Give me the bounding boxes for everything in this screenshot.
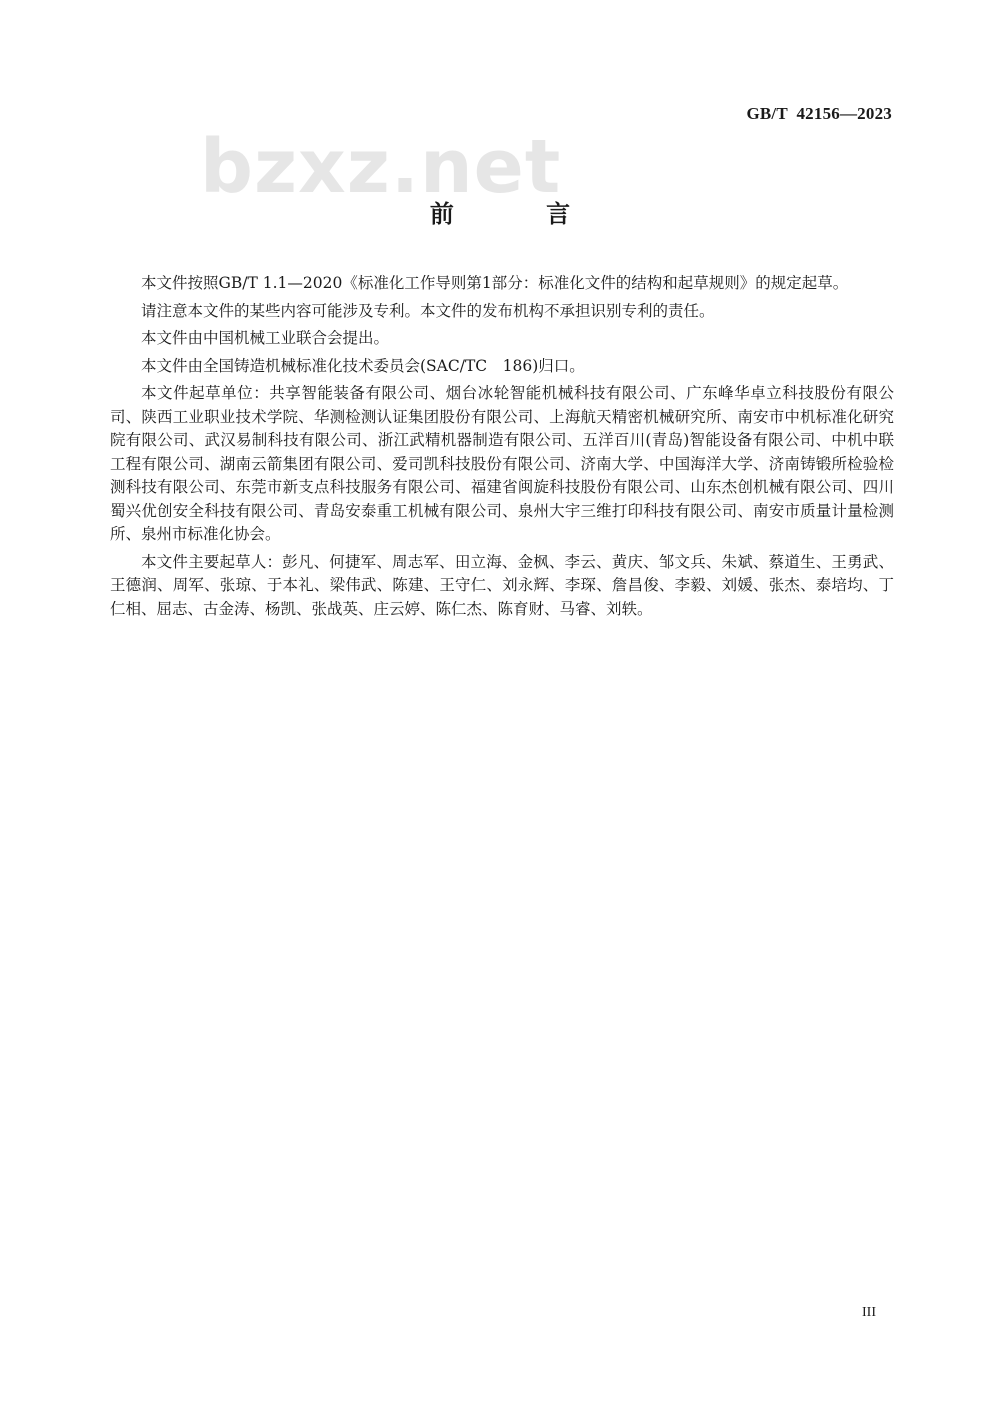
paragraph-drafting-units: 本文件起草单位：共享智能装备有限公司、烟台冰轮智能机械科技有限公司、广东峰华卓立科技股份有限公司、陕西工业职业技术学院、华测检测认证集团股份有限公司、上海航天精密机械研究所、南安市中机标准化研究院有限公司、武汉易制科技有限公司、浙江武精机器制造有限公司、五洋百川(青岛)智能设备有限公司、中机中联工程有限公司、湖南云箭集团有限公司、爱司凯科技股份有限公司、济南大学、中国海洋大学、济南铸锻所检验检测科技有限公司、东莞市新支点科技服务有限公司、福建省闽旋科技股份有限公司、山东杰创机械有限公司、四川蜀兴优创安全科技有限公司、青岛安泰重工机械有限公司、泉州大宇三维打印科技有限公司、南安市质量计量检测所、泉州市标准化协会。 bbox=[110, 384, 894, 543]
foreword-body bbox=[110, 272, 894, 625]
page-title: 前 言 bbox=[429, 200, 613, 228]
standard-number: GB/T 42156—2023 bbox=[746, 104, 892, 123]
watermark-logo: bzxz.net bbox=[200, 124, 562, 210]
paragraph-technical-committee: 本文件由全国铸造机械标准化技术委员会(SAC/TC 186)归口。 bbox=[141, 356, 585, 375]
paragraph-proposer: 本文件由中国机械工业联合会提出。 bbox=[141, 329, 390, 347]
page-number: III bbox=[862, 1305, 876, 1320]
paragraph-drafting-rules: 本文件按照GB/T 1.1—2020《标准化工作导则第1部分：标准化文件的结构和起草规则》的规定起草。 bbox=[141, 274, 849, 292]
paragraph-patent-notice: 请注意本文件的某些内容可能涉及专利。本文件的发布机构不承担识别专利的责任。 bbox=[141, 301, 715, 320]
paragraph-drafters: 本文件主要起草人：彭凡、何捷军、周志军、田立海、金枫、李云、黄庆、邹文兵、朱斌、蔡道生、王勇武、王德润、周军、张琼、于本礼、梁伟武、陈建、王守仁、刘永辉、李琛、詹昌俊、李毅、刘媛、张杰、泰培均、丁仁相、屈志、古金涛、杨凯、张战英、庄云婷、陈仁杰、陈育财、马睿、刘轶。 bbox=[110, 552, 894, 618]
